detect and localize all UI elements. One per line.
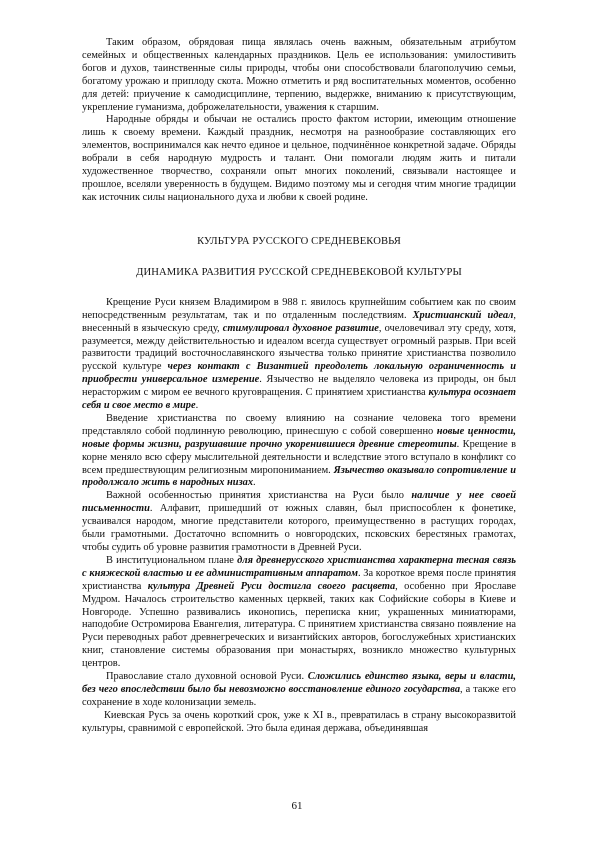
emphasis: Язычество оказывало сопротивление и продолжало жить в народных низах	[82, 464, 516, 489]
paragraph-baptism: Крещение Руси князем Владимиром в 988 г. явилось крупнейшим событием как по своим непосредственным результатам, так и по отдаленным последствиям. Христианский идеал, внесенный в языческую среду, стимулировал духовное развитие, очеловечивал эту среду, хотя, разумеется, между действительностью и идеалом всегда существует огромный разрыв. При всей развитости традиций восточнославянского язычества только принятие христианства позволило русской культуре через контакт с Византией преодолеть локальную ограниченность и приобрести универсальное измерение. Язычество не выделяло человека из природы, он был нерасторжим с миром ее вечного круговращения. С принятием христианства культура осознает себя и свое место в мире.	[82, 296, 516, 412]
paragraph-folk-rituals: Народные обряды и обычаи не остались просто фактом истории, имеющим отношение лишь к своему времени. Каждый праздник, несмотря на разнообразие составляющих его элементов, воспринимался как нечто единое и цельное, подчинённое конкретной задаче. Обряды вобрали в себя народную мудрость и талант. Они помогали людям жить и питали художественное творчество, сохраняли опыт многих поколений, связывали настоящее и прошлое, вселяли уверенность в будущем. Видимо поэтому мы и сегодня чтим многие традиции как источник силы национального духа и любви к своей родине.	[82, 114, 516, 203]
paragraph-writing: Важной особенностью принятия христианства на Руси было наличие у нее своей письменности. Алфавит, пришедший от южных славян, был приспособлен к фонетике, усваивался народом, многие представители которого, преимущественно в растущих городах, были грамотными. Достаточно вспомнить о новгородских, псковских берестяных грамотах, чтобы судить об уровне развития грамотности в Древней Руси.	[82, 490, 516, 553]
emphasis: Христианский идеал	[412, 309, 514, 321]
emphasis: наличие у нее своей письменности	[82, 490, 516, 515]
paragraph-ritual-food: Таким образом, обрядовая пища являлась очень важным, обязательным атрибутом семейных и общественных календарных праздников. Цель ее использования: умилостивить богов и духов, таинственные силы природы, чтобы они способствовали благополучию семьи, богатому урожаю и приплоду скота. Можно отметить и ряд воспитательных моментов, особенно для детей: приучение к самодисциплине, терпению, выдержке, вниманию к присутствующим, укрепление гуманизма, доброжелательности, уважения к старшим.	[82, 37, 516, 113]
emphasis: через контакт с Византией преодолеть локальную ограниченность и приобрести универсальное измерение	[82, 361, 516, 386]
page-content	[82, 37, 516, 736]
paragraph-introduction: Введение христианства по своему влиянию на сознание человека того времени представляло собой подлинную революцию, принесшую с собой совершенно новые ценности, новые формы жизни, разрушавшие прочно укоренившиеся древние стереотипы. Крещение в корне меняло всю сферу мыслительной деятельности и вследствие этого вступало в конфликт со всем предшествующим религиозным миропониманием. Язычество оказывало сопротивление и продолжало жить в народных низах.	[82, 412, 516, 489]
emphasis: для древнерусского христианства характерна тесная связь с княжеской властью и ее административным аппаратом	[82, 554, 516, 579]
chapter-heading: КУЛЬТУРА РУССКОГО СРЕДНЕВЕКОВЬЯ	[197, 235, 401, 247]
paragraph-kievan-rus: Киевская Русь за очень короткий срок, уже к XI в., превратилась в страну высокоразвитой культуры, сравнимой с европейской. Это была единая держава, объединявшая	[82, 709, 516, 734]
emphasis: новые ценности, новые формы жизни, разрушавшие прочно укоренившиеся древние стереотипы	[82, 425, 516, 450]
page-number: 61	[291, 800, 303, 812]
emphasis: культура Древней Руси достигла своего расцвета	[147, 580, 396, 592]
paragraph-orthodoxy: Православие стало духовной основой Руси. Сложились единство языка, веры и власти, без чего впоследствии было бы невозможно восстановление единого государства, а также его сохранение в ходе колонизации земель.	[82, 671, 517, 708]
emphasis: стимулировал духовное развитие	[222, 322, 379, 334]
spacer	[82, 205, 516, 235]
spacer	[82, 279, 516, 297]
section-heading: ДИНАМИКА РАЗВИТИЯ РУССКОЙ СРЕДНЕВЕКОВОЙ КУЛЬТУРЫ	[136, 266, 462, 278]
emphasis: Сложились единство языка, веры и власти, без чего впоследствии было бы невозможно восстановление единого государства	[82, 671, 516, 695]
emphasis: культура осознает себя и свое место в мире	[82, 387, 516, 412]
spacer	[82, 248, 516, 266]
paragraph-institutional: В институциональном плане для древнерусского христианства характерна тесная связь с княжеской властью и ее административным аппаратом. За короткое время после принятия христианства культура Древней Руси достигла своего расцвета, особенно при Ярославе Мудром. Началось строительство каменных церквей, таких как Софийские соборы в Киеве и Новгороде. Успешно развивались иконопись, переписка книг, украшенных миниатюрами, наподобие Остромирова Евангелия, литература. С принятием христианства связано появление на Руси переводных работ древнегреческих и византийских авторов, богослужебных христианских книг, становление системы образования при монастырях, возникло множество культурных центров.	[82, 554, 516, 670]
